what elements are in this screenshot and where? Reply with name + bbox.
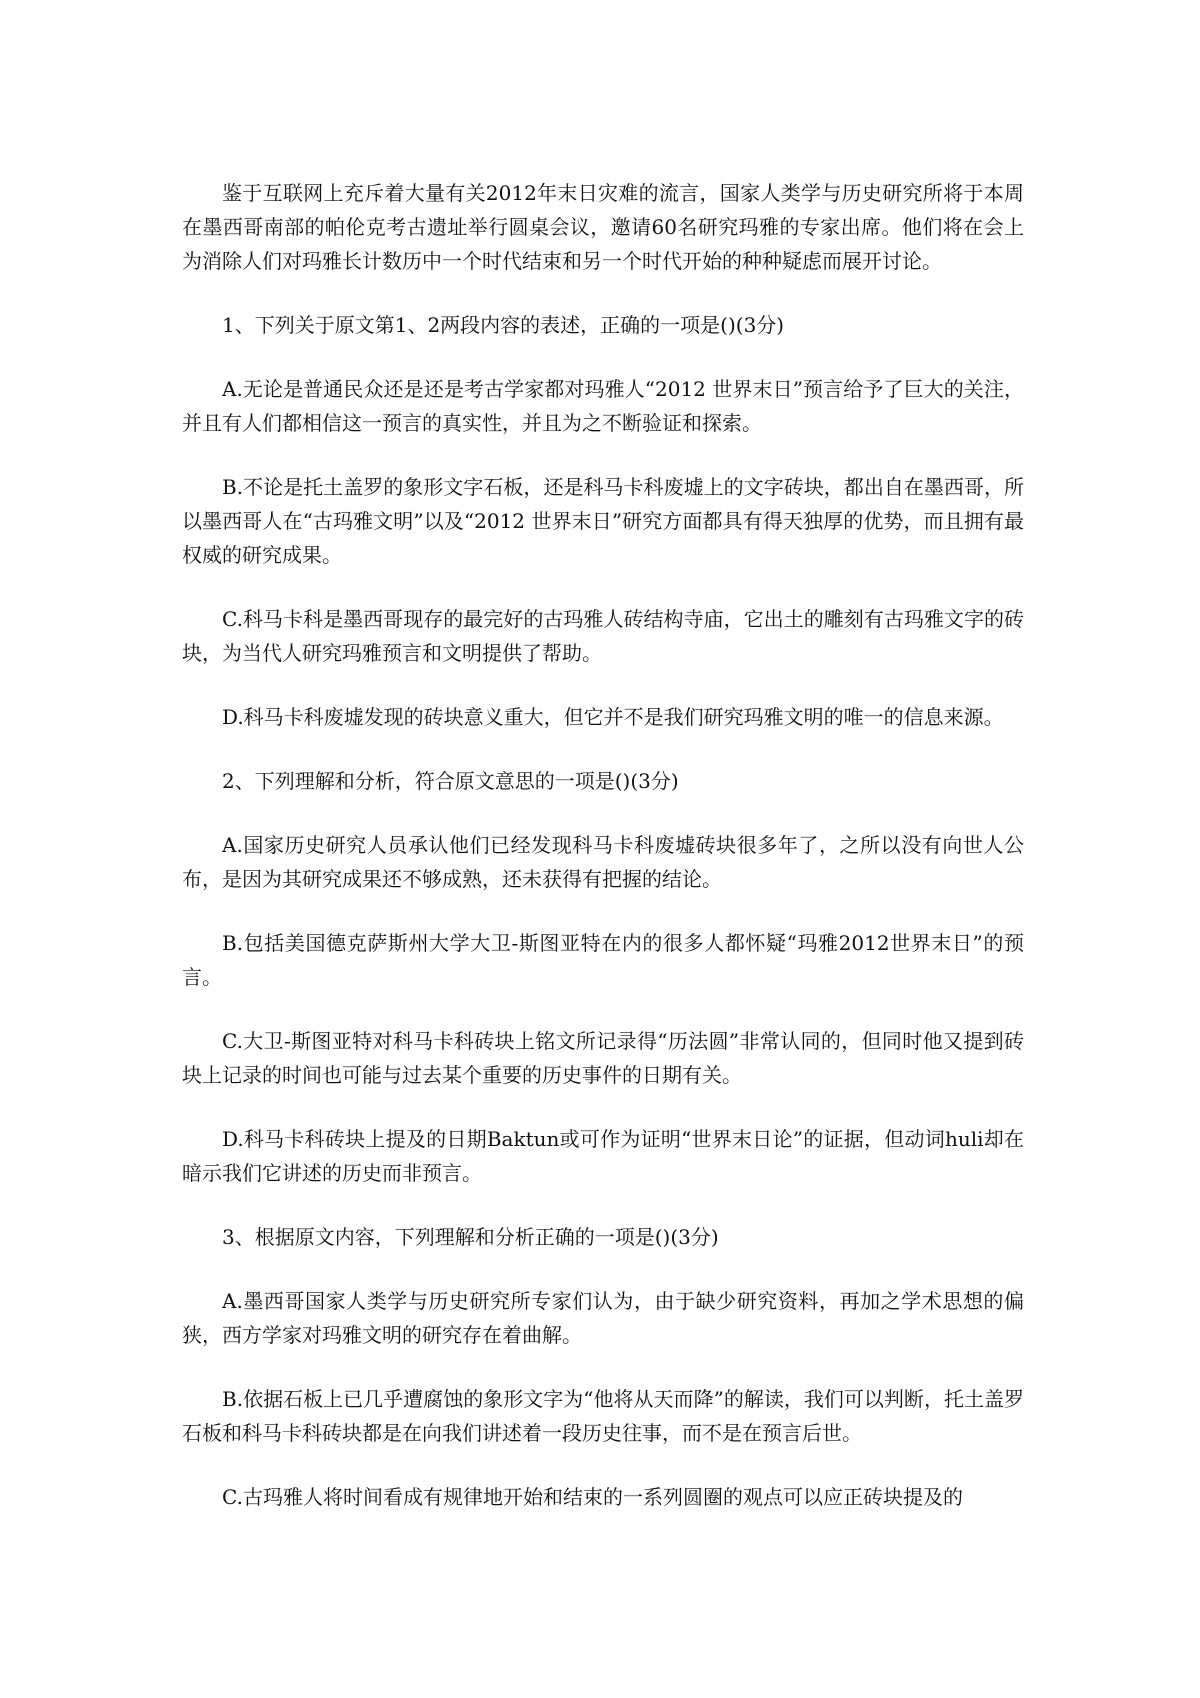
- question-3-option-c: C.古玛雅人将时间看成有规律地开始和结束的一系列圆圈的观点可以应正砖块提及的: [222, 1485, 963, 1509]
- question-3-option-b: B.依据石板上已几乎遭腐蚀的象形文字为“他将从天而降”的解读，我们可以判断，托土盖罗石板和科马卡科砖块都是在向我们讲述着一段历史往事，而不是在预言后世。: [182, 1387, 1024, 1445]
- question-2-option-b: B.包括美国德克萨斯州大学大卫-斯图亚特在内的很多人都怀疑“玛雅2012世界末日”的预言。: [182, 931, 1024, 989]
- question-1: 1、下列关于原文第1、2两段内容的表述，正确的一项是()(3分): [222, 313, 785, 337]
- question-1-option-b: B.不论是托土盖罗的象形文字石板，还是科马卡科废墟上的文字砖块，都出自在墨西哥，所以墨西哥人在“古玛雅文明”以及“2012 世界末日”研究方面都具有得天独厚的优势，而且拥有最权威的研究成果。: [182, 475, 1024, 567]
- question-2-option-c: C.大卫-斯图亚特对科马卡科砖块上铭文所记录得“历法圆”非常认同的，但同时他又提到砖块上记录的时间也可能与过去某个重要的历史事件的日期有关。: [182, 1029, 1024, 1087]
- intro-paragraph: 鉴于互联网上充斥着大量有关2012年末日灾难的流言，国家人类学与历史研究所将于本周在墨西哥南部的帕伦克考古遗址举行圆桌会议，邀请60名研究玛雅的专家出席。他们将在会上为消除人们对玛雅长计数历中一个时代结束和另一个时代开始的种种疑虑而展开讨论。: [182, 181, 1024, 273]
- question-2-option-d: D.科马卡科砖块上提及的日期Baktun或可作为证明“世界末日论”的证据，但动词huli却在暗示我们它讲述的历史而非预言。: [182, 1127, 1024, 1185]
- question-1-option-d: D.科马卡科废墟发现的砖块意义重大，但它并不是我们研究玛雅文明的唯一的信息来源。: [222, 705, 1004, 729]
- question-3-option-a: A.墨西哥国家人类学与历史研究所专家们认为，由于缺少研究资料，再加之学术思想的偏狭，西方学家对玛雅文明的研究存在着曲解。: [182, 1289, 1024, 1347]
- question-2: 2、下列理解和分析，符合原文意思的一项是()(3分): [222, 769, 679, 793]
- document-body: [182, 176, 1024, 1544]
- question-2-option-a: A.国家历史研究人员承认他们已经发现科马卡科废墟砖块很多年了，之所以没有向世人公布，是因为其研究成果还不够成熟，还未获得有把握的结论。: [182, 833, 1024, 891]
- question-3: 3、根据原文内容，下列理解和分析正确的一项是()(3分): [222, 1225, 719, 1249]
- question-1-option-a: A.无论是普通民众还是还是考古学家都对玛雅人“2012 世界末日”预言给予了巨大的关注，并且有人们都相信这一预言的真实性，并且为之不断验证和探索。: [182, 377, 1024, 435]
- question-1-option-c: C.科马卡科是墨西哥现存的最完好的古玛雅人砖结构寺庙，它出土的雕刻有古玛雅文字的砖块，为当代人研究玛雅预言和文明提供了帮助。: [182, 607, 1024, 665]
